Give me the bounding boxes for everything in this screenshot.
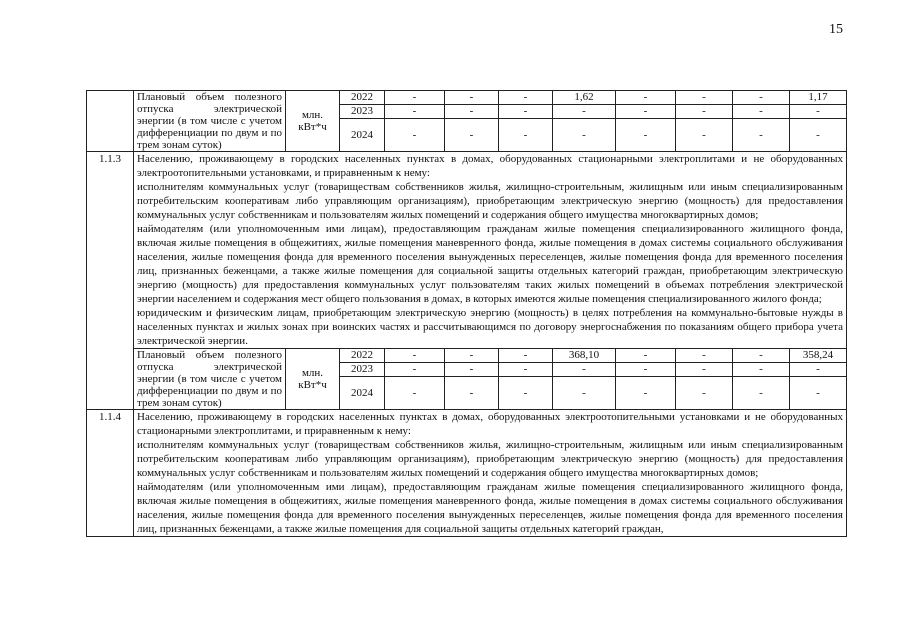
table-row: [87, 349, 847, 363]
value-cell: 1,17: [790, 91, 847, 105]
value-cell: -: [676, 91, 733, 105]
value-cell: -: [385, 349, 445, 363]
value-cell: -: [616, 91, 676, 105]
value-cell: -: [445, 104, 499, 118]
table-row: [87, 91, 847, 105]
value-cell: -: [616, 104, 676, 118]
value-cell: -: [616, 118, 676, 151]
value-cell: -: [553, 118, 616, 151]
value-cell: -: [499, 376, 553, 409]
value-cell: -: [616, 376, 676, 409]
value-cell: 1,62: [553, 91, 616, 105]
value-cell: -: [616, 349, 676, 363]
value-cell: -: [445, 118, 499, 151]
value-cell: -: [553, 362, 616, 376]
value-cell: -: [733, 362, 790, 376]
value-cell: -: [790, 362, 847, 376]
value-cell: -: [733, 91, 790, 105]
value-cell: 368,10: [553, 349, 616, 363]
value-cell: -: [790, 104, 847, 118]
value-cell: -: [790, 118, 847, 151]
value-cell: -: [733, 118, 790, 151]
description-paragraph: наймодателям (или уполномоченным ими лицам), предоставляющим гражданам жилые помещения специализированного жилищного фонда, включая жилые помещения в общежитиях, жилые помещения маневренного фонда, жилые помещения в домах системы социального обслуживания населения, жилые помещения фонда для временного поселения вынужденных переселенцев, жилые помещения фонда для временного поселения лиц, признанных беженцами, а также жилые помещения для социальной защиты отдельных категорий граждан,: [137, 481, 843, 535]
description-paragraph: исполнителям коммунальных услуг (товариществам собственников жилья, жилищно-строительным, жилищным или иным специализированным потребительским кооперативам либо управляющим организациям), приобретающим электрическую энергию (мощность) для предоставления коммунальных услуг собственникам и пользователям жилых помещений и содержания общего имущества многоквартирных домов;: [137, 439, 843, 479]
year-cell: 2024: [340, 118, 385, 151]
value-cell: -: [445, 376, 499, 409]
value-cell: -: [445, 349, 499, 363]
section-index-cell: 1.1.4: [87, 410, 134, 537]
value-cell: -: [733, 376, 790, 409]
description-paragraph: наймодателям (или уполномоченным ими лицам), предоставляющим гражданам жилые помещения специализированного жилищного фонда, включая жилые помещения в общежитиях, жилые помещения маневренного фонда, жилые помещения в домах системы социального обслуживания населения, жилые помещения фонда для временного поселения вынужденных переселенцев, жилые помещения фонда для временного поселения лиц, признанных беженцами, а также жилые помещения для социальной защиты отдельных категорий граждан, приобретающим электрическую энергию (мощность) для предоставления коммунальных услуг пользователям таких жилых помещений в объемах потребления электрической энергии населением и содержания мест общего пользования в домах, в которых имеются жилые помещения специализированного жилого фонда;: [137, 223, 843, 305]
table-row: [87, 410, 847, 537]
value-cell: 358,24: [790, 349, 847, 363]
section-index-cell: [87, 91, 134, 152]
value-cell: -: [499, 349, 553, 363]
value-cell: -: [445, 362, 499, 376]
value-cell: -: [790, 376, 847, 409]
year-cell: 2022: [340, 91, 385, 105]
value-cell: -: [616, 362, 676, 376]
page-number: 15: [829, 22, 843, 37]
tariff-volume-table: [86, 90, 847, 537]
value-cell: -: [676, 362, 733, 376]
value-cell: -: [499, 104, 553, 118]
value-cell: -: [385, 91, 445, 105]
value-cell: -: [676, 104, 733, 118]
description-paragraph: Населению, проживающему в городских населенных пунктах в домах, оборудованных электроотопительными установками и не оборудованных стационарными электроплитами, и приравненным к нему:: [137, 411, 843, 437]
value-cell: -: [385, 118, 445, 151]
section-description: [134, 410, 847, 537]
year-cell: 2024: [340, 376, 385, 409]
year-cell: 2022: [340, 349, 385, 363]
section-index-cell: 1.1.3: [87, 152, 134, 410]
year-cell: 2023: [340, 362, 385, 376]
value-cell: -: [499, 91, 553, 105]
value-cell: -: [385, 104, 445, 118]
value-cell: -: [499, 362, 553, 376]
value-cell: -: [676, 376, 733, 409]
value-cell: -: [385, 362, 445, 376]
unit-cell: млн. кВт*ч: [286, 349, 340, 410]
value-cell: -: [499, 118, 553, 151]
section-description: [134, 152, 847, 349]
value-cell: -: [445, 91, 499, 105]
table-row: [87, 152, 847, 349]
value-cell: -: [733, 349, 790, 363]
value-cell: -: [676, 349, 733, 363]
value-cell: -: [553, 376, 616, 409]
description-paragraph: исполнителям коммунальных услуг (товариществам собственников жилья, жилищно-строительным, жилищным или иным специализированным потребительским кооперативам либо управляющим организациям), приобретающим электрическую энергию (мощность) для предоставления коммунальных услуг собственникам и пользователям жилых помещений и содержания общего имущества многоквартирных домов;: [137, 181, 843, 221]
value-cell: -: [733, 104, 790, 118]
plan-volume-label: Плановый объем полезного отпуска электрической энергии (в том числе с учетом дифференциации по двум и по трем зонам суток): [134, 349, 286, 410]
description-paragraph: Населению, проживающему в городских населенных пунктах в домах, оборудованных стационарными электроплитами и не оборудованных электроотопительными установками, и приравненным к нему:: [137, 153, 843, 179]
value-cell: -: [553, 104, 616, 118]
year-cell: 2023: [340, 104, 385, 118]
unit-cell: млн. кВт*ч: [286, 91, 340, 152]
value-cell: -: [676, 118, 733, 151]
description-paragraph: юридическим и физическим лицам, приобретающим электрическую энергию (мощность) в целях потребления на коммунально-бытовые нужды в населенных пунктах и жилых зонах при воинских частях и рассчитывающимся по договору энергоснабжения по показаниям общего прибора учета электрической энергии.: [137, 307, 843, 347]
value-cell: -: [385, 376, 445, 409]
plan-volume-label: Плановый объем полезного отпуска электрической энергии (в том числе с учетом дифференциации по двум и по трем зонам суток): [134, 91, 286, 152]
